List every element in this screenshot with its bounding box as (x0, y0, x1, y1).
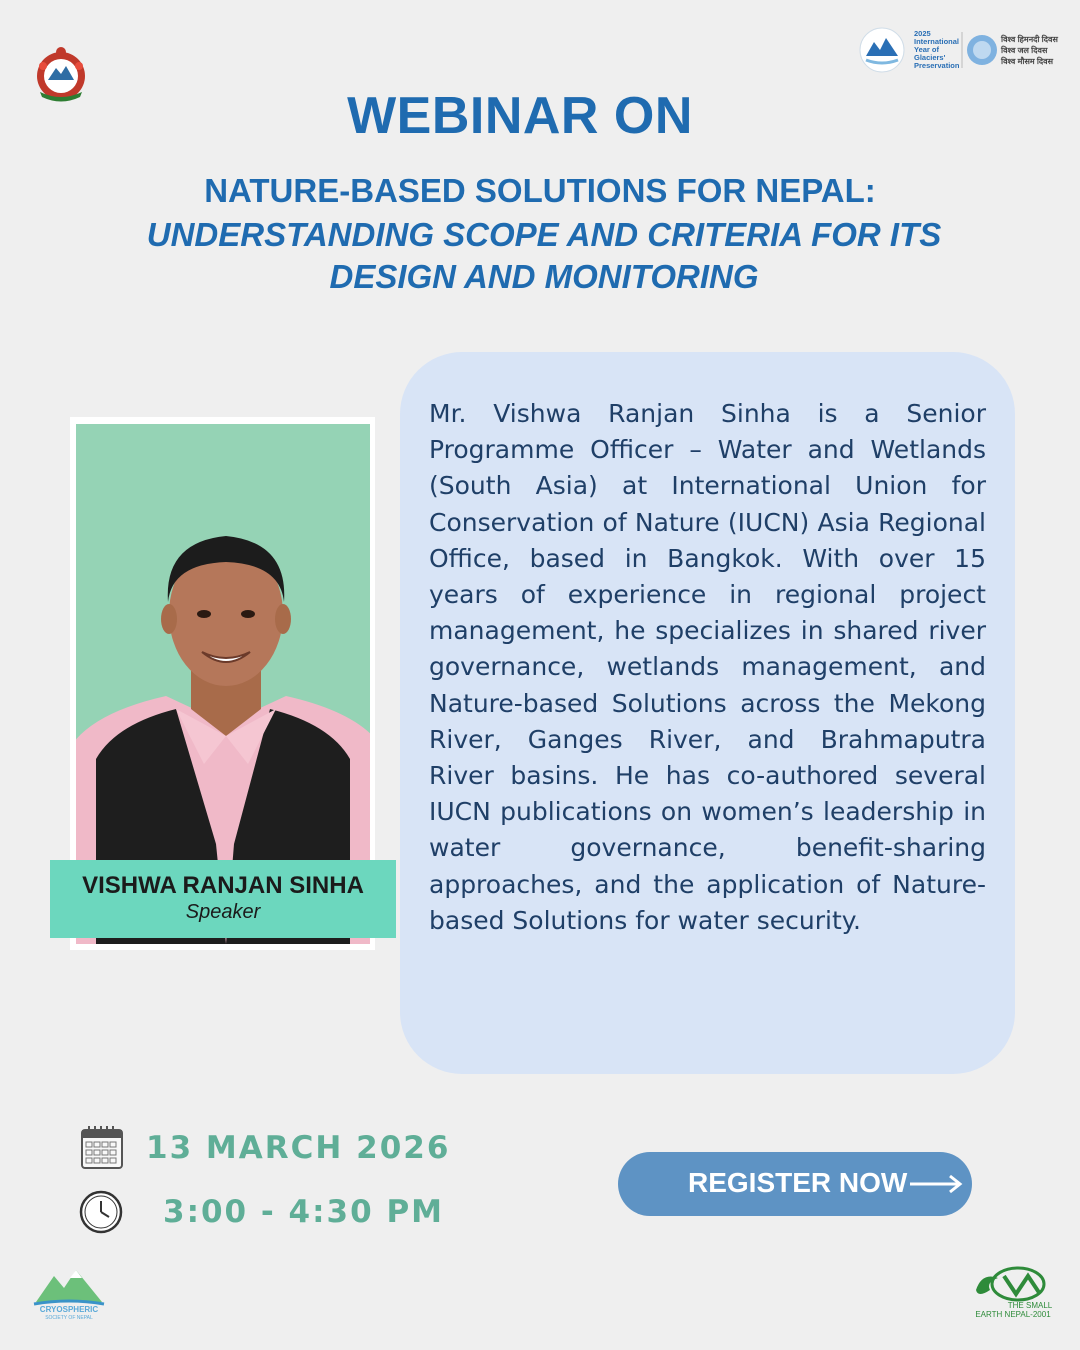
calendar-icon (80, 1124, 124, 1170)
webinar-subtitle-line1: NATURE-BASED SOLUTIONS FOR NEPAL: (204, 172, 876, 209)
cryospheric-logo-line2: SOCIETY OF NEPAL (45, 1315, 93, 1321)
page-title: WEBINAR ON (347, 87, 693, 145)
webinar-subtitle-italic (0, 214, 1080, 298)
register-now-label: REGISTER NOW (688, 1167, 908, 1198)
arrow-right-icon (908, 1172, 964, 1196)
webinar-subtitle-line2: UNDERSTANDING SCOPE AND CRITERIA FOR ITS (146, 216, 942, 253)
small-earth-logo-line1: THE SMALL (1007, 1301, 1053, 1310)
clock-icon (79, 1190, 123, 1234)
speaker-role: Speaker (185, 901, 261, 923)
cryospheric-logo-line1: CRYOSPHERIC (39, 1305, 99, 1314)
register-now-button[interactable] (618, 1152, 972, 1216)
small-earth-nepal-logo (968, 1264, 1058, 1322)
webinar-subtitle-line3: DESIGN AND MONITORING (329, 258, 759, 295)
cryospheric-society-logo (30, 1262, 108, 1322)
world-days-text: विश्व हिमनदी दिवस विश्व जल दिवस विश्व मौसम दिवस (1001, 35, 1058, 66)
event-time: 3:00 - 4:30 PM (163, 1194, 445, 1230)
speaker-name: VISHWA RANJAN SINHA (82, 872, 364, 899)
small-earth-logo-line2: EARTH NEPAL-2001 (975, 1310, 1051, 1319)
speaker-name-band (50, 860, 396, 938)
glacier-year-text: 2025 International Year of Glaciers' Preservation (914, 29, 960, 70)
event-date: 13 MARCH 2026 (146, 1130, 451, 1166)
speaker-bio: Mr. Vishwa Ranjan Sinha is a Senior Programme Officer – Water and Wetlands (South Asia) at International Union for Conservation of Nature (IUCN) Asia Regional Office, based in Bangkok. With over 15 years of experience in regional project management, he specializes in shared river governance, wetlands management, and Nature-based Solutions across the Mekong River, Ganges River, and Brahmaputra River basins. He has co-authored several IUCN publications on women’s leadership in water governance, benefit-sharing approaches, and the application of Nature-based Solutions for water security. (429, 399, 986, 935)
